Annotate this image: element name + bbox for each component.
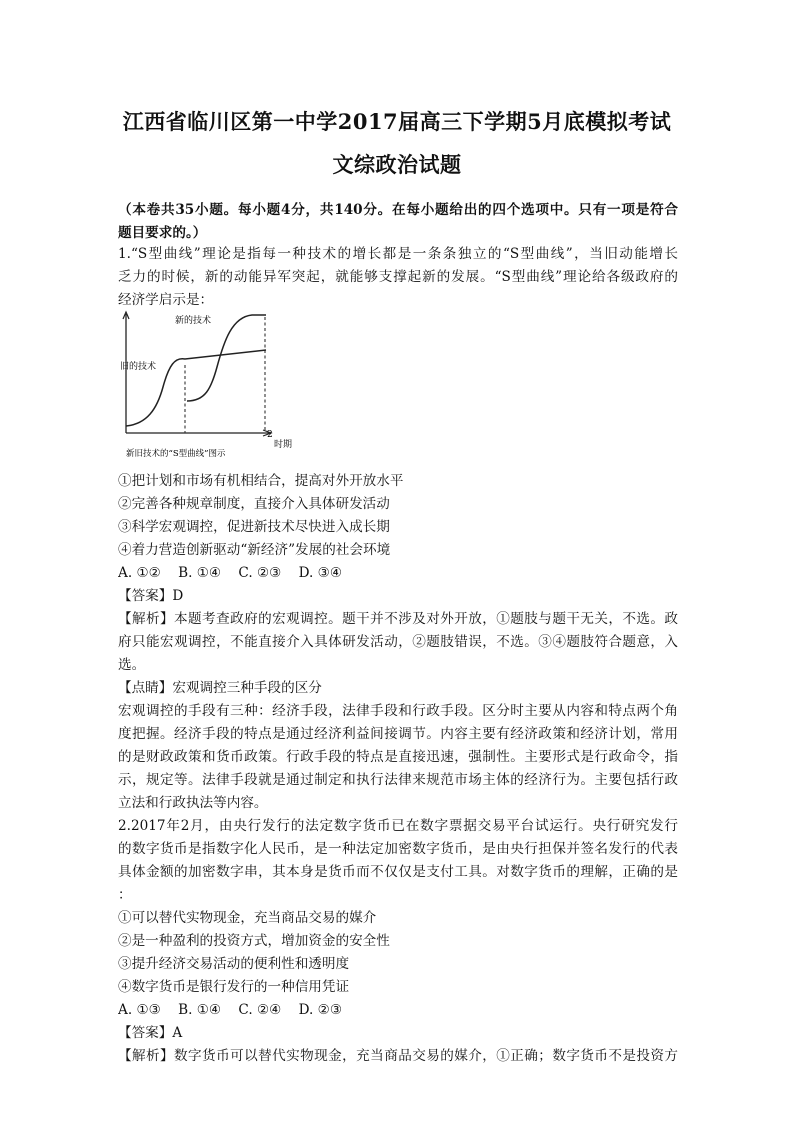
s-curve-diagram <box>117 309 295 459</box>
analysis-line: 府只能宏观调控，不能直接介入具体研发活动，②题肢错误，不选。③④题肢符合题意，入 <box>118 634 678 650</box>
point-title: 【点睛】宏观调控三种手段的区分 <box>118 680 322 696</box>
point-line: 示，规定等。法律手段就是通过制定和执行法律来规范市场主体的经济行为。主要包括行政 <box>118 772 678 788</box>
question-2-stem-line: 的数字货币是指数字化人民币，是一种法定加密数字货币，是由央行担保并签名发行的代表 <box>118 841 678 857</box>
question-2-stem-line: 具体金额的加密数字串，其本身是货币而不仅仅是支付工具。对数字货币的理解，正确的是 <box>118 864 678 880</box>
instruction-line: （本卷共35小题。每小题4分，共140分。在每小题给出的四个选项中。只有一项是符合 <box>118 202 678 218</box>
q2-answer: 【答案】A <box>118 1025 183 1041</box>
point-line: 的是财政政策和货币政策。行政手段的特点是直接迅速，强制性。主要形式是行政命令，指 <box>118 749 678 765</box>
option-3: ③科学宏观调控，促进新技术尽快进入成长期 <box>118 519 390 535</box>
question-1-body <box>118 470 678 1068</box>
q2-option-2: ②是一种盈利的投资方式，增加资金的安全性 <box>118 933 390 949</box>
analysis-line: 选。 <box>118 657 146 673</box>
answer: 【答案】D <box>118 588 184 604</box>
x-tick-2: 2 <box>267 430 273 440</box>
question-1-stem <box>118 243 678 312</box>
question-2-stem-line: 2.2017年2月，由央行发行的法定数字货币已在数字票据交易平台试运行。央行研究发行 <box>118 818 678 834</box>
page-subtitle: 文综政治试题 <box>332 152 462 177</box>
x-axis-label: 时期 <box>274 440 293 450</box>
old-technology-label: 旧的技术 <box>120 362 157 372</box>
stem-line: 乏力的时候，新的动能异军突起，就能够支撑起新的发展。“S型曲线”理论给各级政府的 <box>118 269 678 285</box>
question-2-stem-line: ： <box>118 887 132 903</box>
q2-option-1: ①可以替代实物现金，充当商品交易的媒介 <box>118 910 377 926</box>
q2-option-3: ③提升经济交易活动的便利性和透明度 <box>118 956 350 972</box>
figure-caption: 新旧技术的“S型曲线”图示 <box>126 449 226 459</box>
new-technology-label: 新的技术 <box>175 316 212 326</box>
q2-option-4: ④数字货币是银行发行的一种信用凭证 <box>118 979 350 995</box>
instruction-line: 题目要求的。） <box>118 225 207 241</box>
stem-line: 经济学启示是： <box>118 292 214 308</box>
q2-answer-choices: A. ①③ B. ①④ C. ②④ D. ②③ <box>118 1002 343 1018</box>
point-line: 度把握。经济手段的特点是通过经济利益间接调节。内容主要有经济政策和经济计划，常用 <box>118 726 678 742</box>
q2-analysis-line: 【解析】数字货币可以替代实物现金，充当商品交易的媒介，①正确；数字货币不是投资方 <box>118 1048 678 1064</box>
analysis-line: 【解析】本题考查政府的宏观调控。题干并不涉及对外开放，①题肢与题干无关，不选。政 <box>118 611 678 627</box>
point-line: 宏观调控的手段有三种：经济手段，法律手段和行政手段。区分时主要从内容和特点两个角 <box>118 703 678 719</box>
option-2: ②完善各种规章制度，直接介入具体研发活动 <box>118 496 390 512</box>
stem-line: 1.“S型曲线”理论是指每一种技术的增长都是一条条独立的“S型曲线”，当旧动能增长 <box>118 246 678 262</box>
instruction-block <box>118 199 678 245</box>
option-4: ④着力营造创新驱动“新经济”发展的社会环境 <box>118 542 391 558</box>
s-curve-figure <box>117 309 295 459</box>
answer-choices: A. ①② B. ①④ C. ②③ D. ③④ <box>118 565 343 581</box>
point-line: 立法和行政执法等内容。 <box>118 795 268 811</box>
page-title: 江西省临川区第一中学2017届高三下学期5月底模拟考试 <box>122 109 672 134</box>
option-1: ①把计划和市场有机相结合，提高对外开放水平 <box>118 473 404 489</box>
